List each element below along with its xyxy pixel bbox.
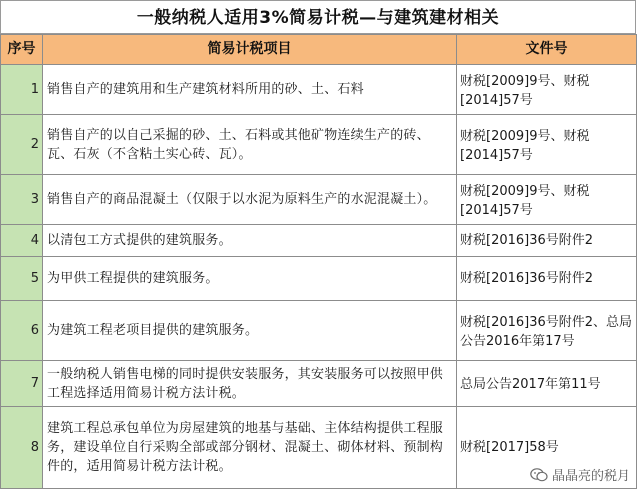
table-row xyxy=(1,361,637,407)
row-seq: 4 xyxy=(1,225,43,257)
tax-table xyxy=(0,34,637,489)
table-row xyxy=(1,65,637,115)
row-doc: 财税[2016]36号附件2 xyxy=(457,225,637,257)
row-item: 为甲供工程提供的建筑服务。 xyxy=(43,257,457,301)
table-row xyxy=(1,257,637,301)
row-seq: 5 xyxy=(1,257,43,301)
header-item: 简易计税项目 xyxy=(43,35,457,65)
row-doc: 财税[2016]36号附件2 xyxy=(457,257,637,301)
row-seq: 7 xyxy=(1,361,43,407)
header-seq: 序号 xyxy=(1,35,43,65)
row-seq: 6 xyxy=(1,301,43,361)
row-item: 为建筑工程老项目提供的建筑服务。 xyxy=(43,301,457,361)
row-doc: 财税[2017]58号 xyxy=(457,407,637,489)
header-row xyxy=(1,35,637,65)
wechat-icon xyxy=(530,468,548,482)
row-doc: 财税[2009]9号、财税[2014]57号 xyxy=(457,115,637,175)
row-seq: 8 xyxy=(1,407,43,489)
watermark-text: 晶晶亮的税月 xyxy=(551,469,630,484)
row-item: 销售自产的商品混凝土（仅限于以水泥为原料生产的水泥混凝土）。 xyxy=(43,175,457,225)
row-item: 以清包工方式提供的建筑服务。 xyxy=(43,225,457,257)
row-doc: 财税[2016]36号附件2、总局公告2016年第17号 xyxy=(457,301,637,361)
table-title: 一般纳税人适用3%简易计税—与建筑建材相关 xyxy=(0,0,636,34)
table-row xyxy=(1,175,637,225)
table-row xyxy=(1,115,637,175)
table-row xyxy=(1,225,637,257)
row-doc: 财税[2009]9号、财税[2014]57号 xyxy=(457,65,637,115)
row-doc: 财税[2009]9号、财税[2014]57号 xyxy=(457,175,637,225)
row-item: 销售自产的建筑用和生产建筑材料所用的砂、土、石料 xyxy=(43,65,457,115)
row-seq: 2 xyxy=(1,115,43,175)
watermark xyxy=(530,465,630,484)
row-item: 销售自产的以自己采掘的砂、土、石料或其他矿物连续生产的砖、瓦、石灰（不含粘土实心砖、瓦）。 xyxy=(43,115,457,175)
table-row xyxy=(1,301,637,361)
row-doc: 总局公告2017年第11号 xyxy=(457,361,637,407)
row-item: 建筑工程总承包单位为房屋建筑的地基与基础、主体结构提供工程服务，建设单位自行采购全部或部分钢材、混凝土、砌体材料、预制构件的，适用简易计税方法计税。 xyxy=(43,407,457,489)
header-doc: 文件号 xyxy=(457,35,637,65)
row-seq: 1 xyxy=(1,65,43,115)
row-seq: 3 xyxy=(1,175,43,225)
row-item: 一般纳税人销售电梯的同时提供安装服务，其安装服务可以按照甲供工程选择适用简易计税方法计税。 xyxy=(43,361,457,407)
